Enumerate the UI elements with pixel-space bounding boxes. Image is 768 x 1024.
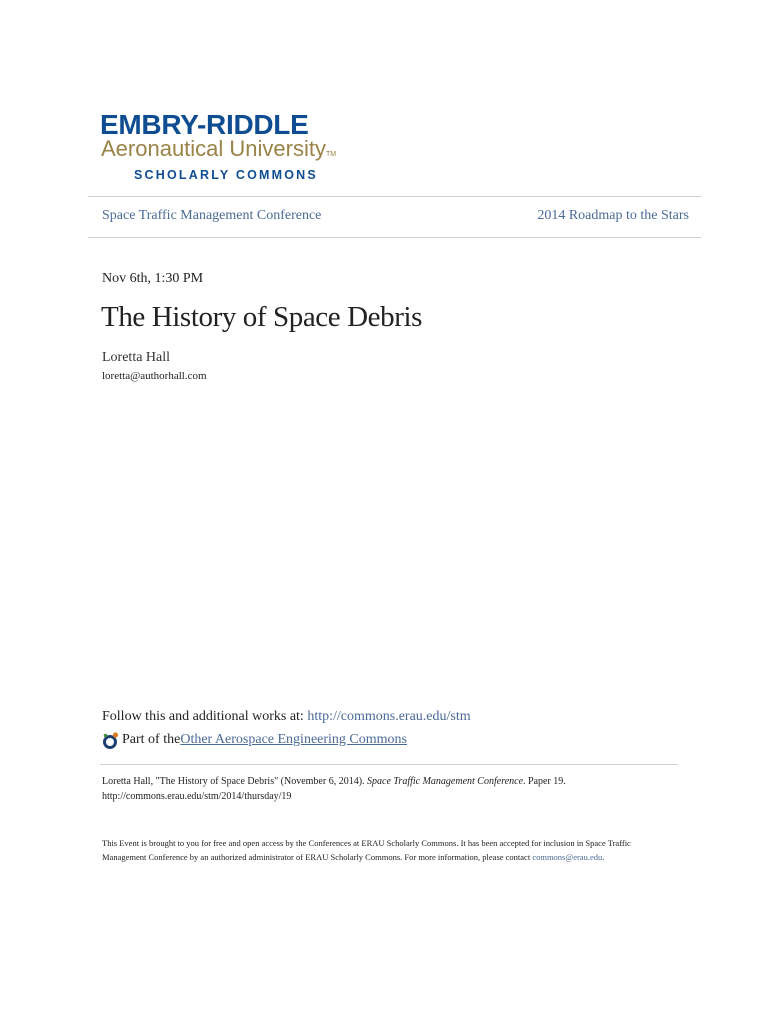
event-date: Nov 6th, 1:30 PM (102, 271, 204, 286)
logo-trademark: TM (325, 151, 337, 158)
contact-email-link[interactable]: commons@erau.edu (532, 852, 603, 862)
logo-aeronautical-university (101, 136, 336, 168)
logo-university-text: Aeronautical University (101, 136, 326, 161)
citation-divider (100, 764, 678, 765)
follow-url-link[interactable]: http://commons.erau.edu/stm (307, 709, 471, 724)
paper-title: The History of Space Debris (101, 301, 423, 333)
part-of-label: Part of the (122, 732, 181, 747)
header-top-divider (88, 196, 701, 197)
citation-suffix: . Paper 19. (523, 776, 566, 787)
logo-scholarly-commons: SCHOLARLY COMMONS (134, 168, 318, 182)
citation (102, 774, 702, 804)
citation-journal: Space Traffic Management Conference (367, 776, 524, 787)
author-name: Loretta Hall (102, 350, 171, 365)
logo-embry-riddle: EMBRY-RIDDLE (100, 109, 309, 140)
follow-label: Follow this and additional works at: (102, 709, 308, 724)
notice-text: This Event is brought to you for free and open access by the Conferences at ERAU Scholarly Commons. It has been accepted for inclusion in Space Traffic Management Conference by an authorized administrator of ERAU Scholarly Commons. For more information, please contact (102, 838, 631, 862)
access-notice (102, 836, 662, 864)
follow-line (102, 707, 471, 727)
conference-link[interactable]: Space Traffic Management Conference (102, 208, 322, 223)
citation-prefix: Loretta Hall, "The History of Space Debris" (November 6, 2014). (102, 776, 368, 787)
citation-url: http://commons.erau.edu/stm/2014/thursday/19 (102, 791, 292, 802)
aerospace-commons-link[interactable]: Other Aerospace Engineering Commons (180, 732, 407, 747)
notice-end: . (602, 852, 605, 862)
session-link[interactable]: 2014 Roadmap to the Stars (537, 208, 689, 223)
header-bottom-divider (88, 237, 701, 238)
commons-network-icon (102, 731, 120, 749)
part-of-line (102, 730, 407, 750)
author-email: loretta@authorhall.com (102, 370, 207, 382)
